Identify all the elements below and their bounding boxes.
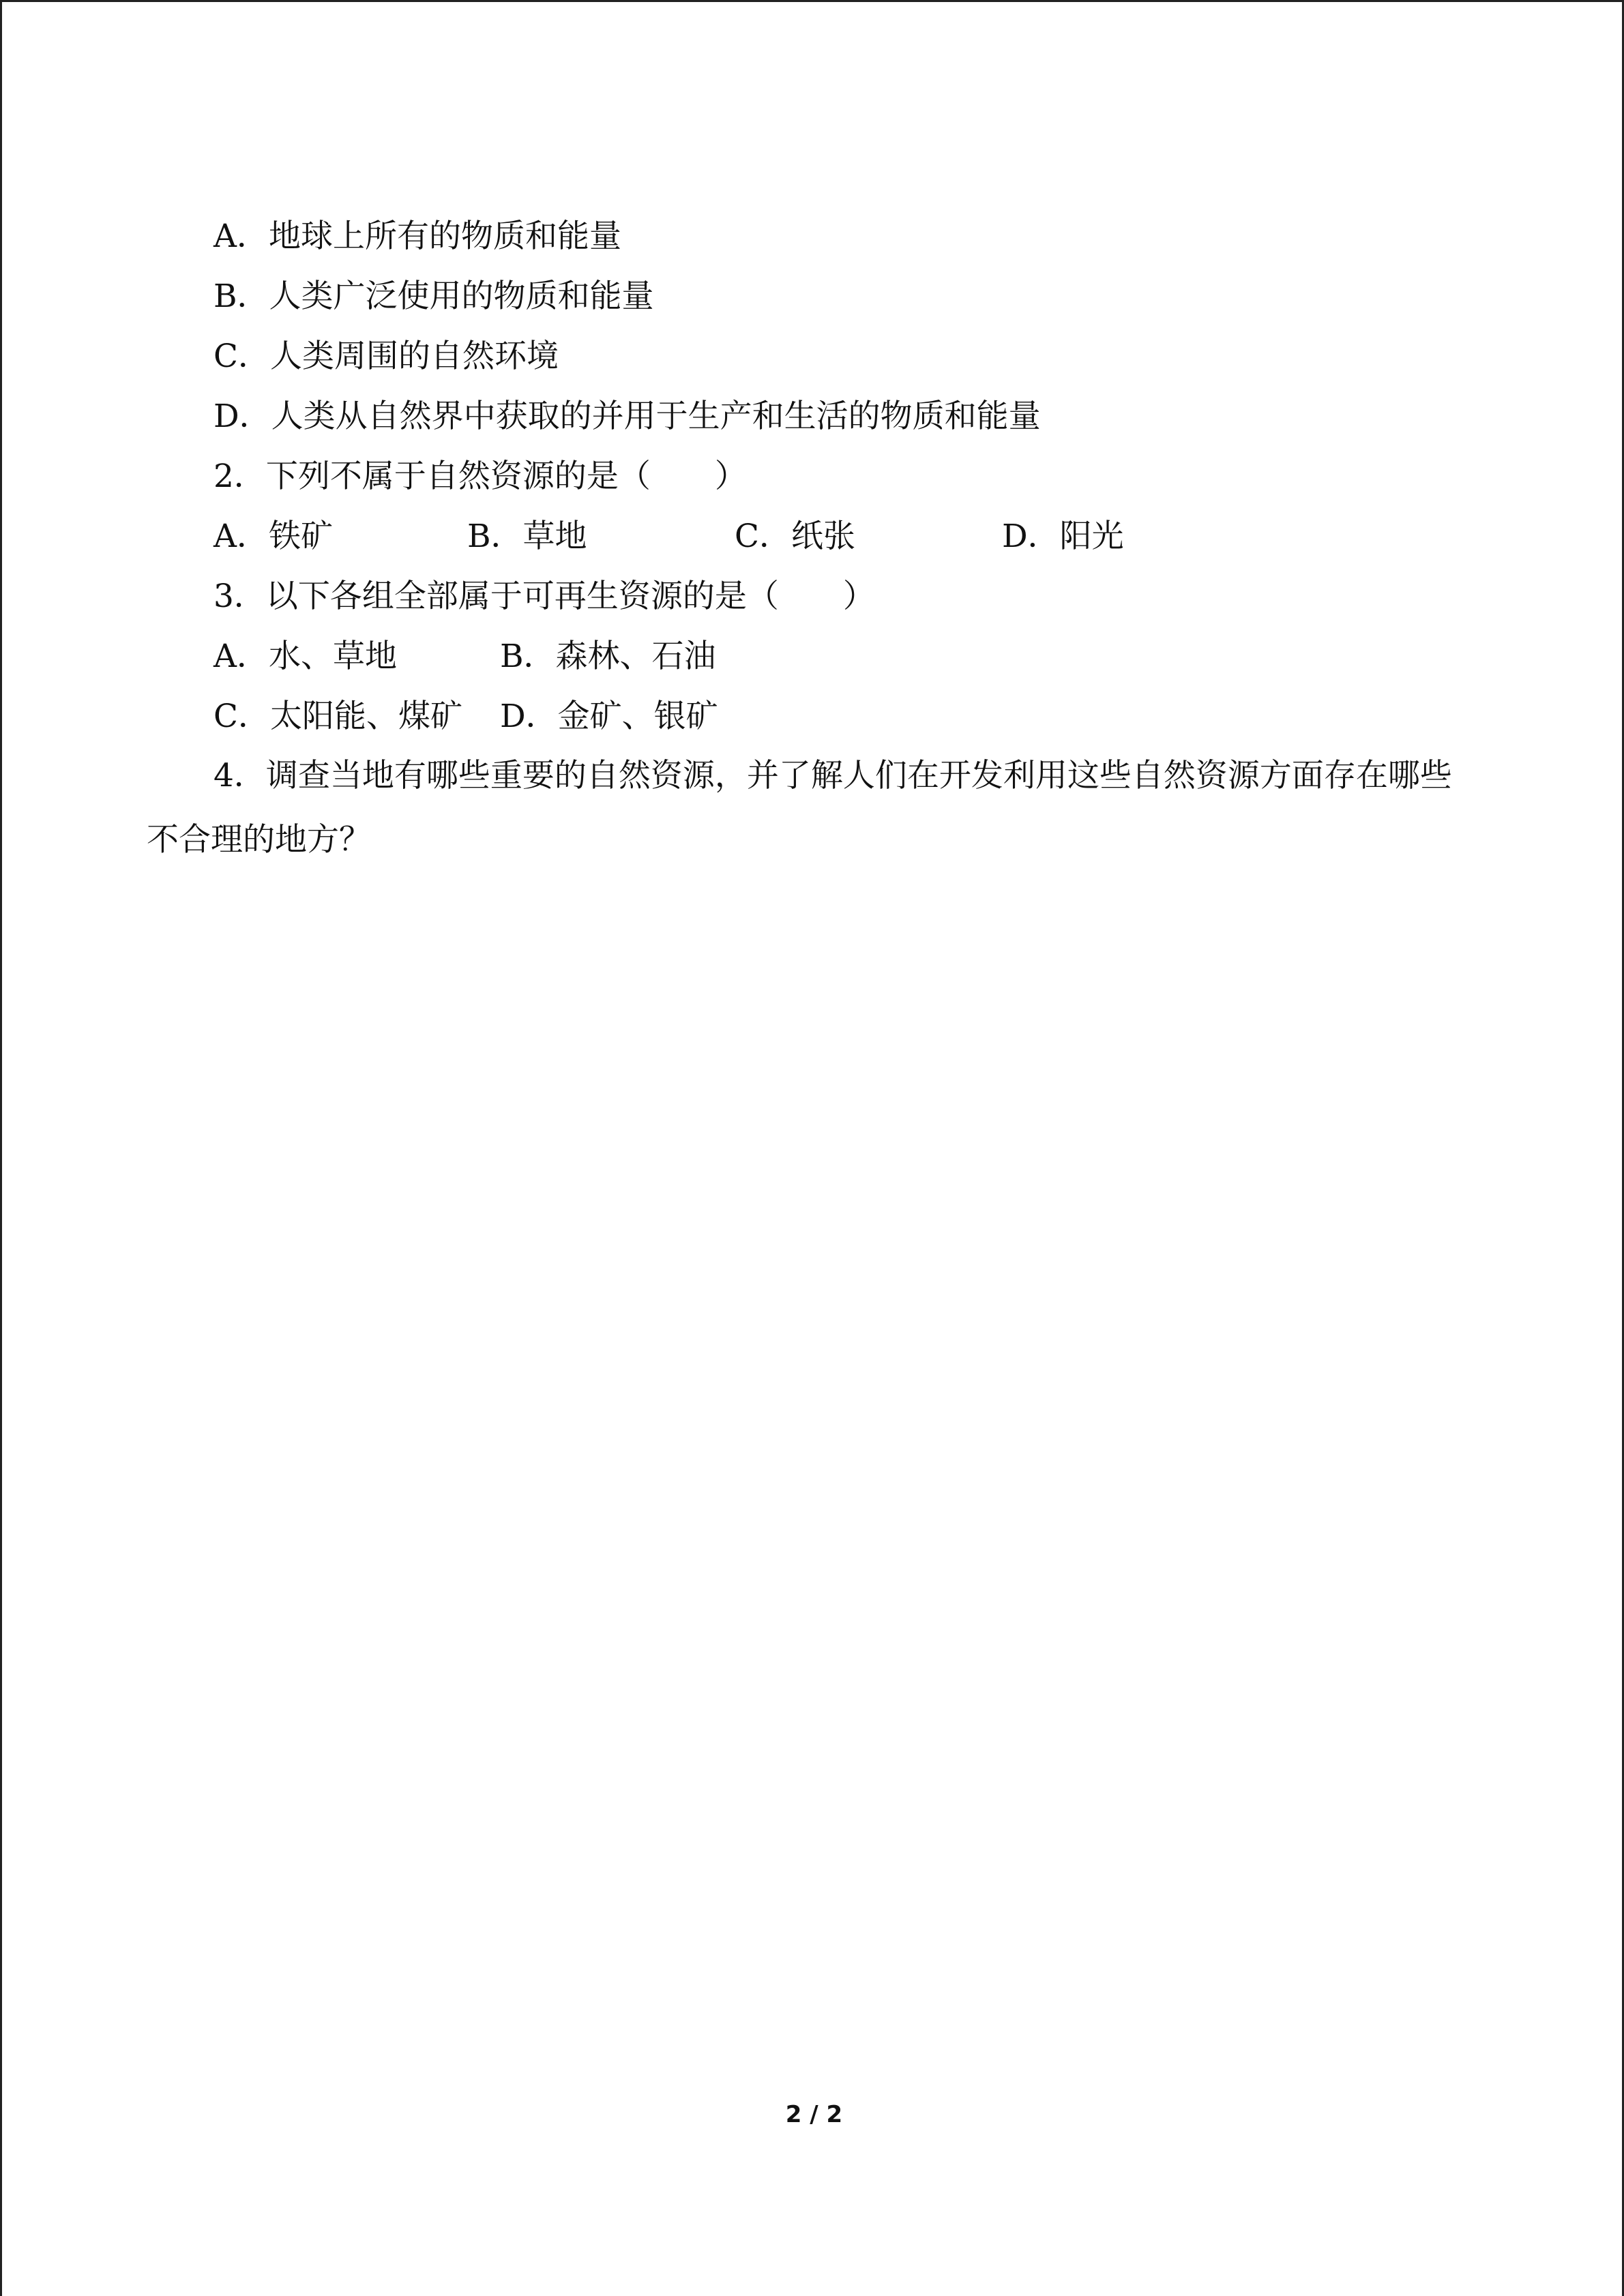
q4-question: 4．调查当地有哪些重要的自然资源，并了解人们在开发利用这些自然资源方面存在哪些不合理的地方？ (147, 757, 1452, 859)
q3-option-d: D．金矿、银矿 (500, 698, 718, 735)
q2-option-d: D．阳光 (1002, 518, 1124, 555)
q1-option-a: A．地球上所有的物质和能量 (213, 218, 621, 255)
q3-stem: 3．以下各组全部属于可再生资源的是（ ） (213, 578, 875, 615)
q2-options (147, 507, 1497, 567)
page-content (147, 207, 1497, 872)
q2-option-a: A．铁矿 (213, 518, 333, 555)
q2-option-c: C．纸张 (735, 518, 855, 555)
page-number: 2 / 2 (785, 2101, 843, 2128)
q3-option-a: A．水、草地 (213, 638, 397, 675)
q3-option-b: B．森林、石油 (500, 638, 716, 675)
q1-option-c: C．人类周围的自然环境 (213, 338, 559, 375)
q1-option-d: D．人类从自然界中获取的并用于生产和生活的物质和能量 (213, 398, 1041, 435)
q3-options-row-2 (147, 687, 1497, 747)
q3-option-c: C．太阳能、煤矿 (213, 698, 462, 735)
q2-stem: 2．下列不属于自然资源的是（ ） (213, 458, 747, 495)
q3-options-row-1 (147, 627, 1497, 687)
q1-option-b: B．人类广泛使用的物质和能量 (213, 278, 654, 315)
q2-option-b: B．草地 (467, 518, 587, 555)
